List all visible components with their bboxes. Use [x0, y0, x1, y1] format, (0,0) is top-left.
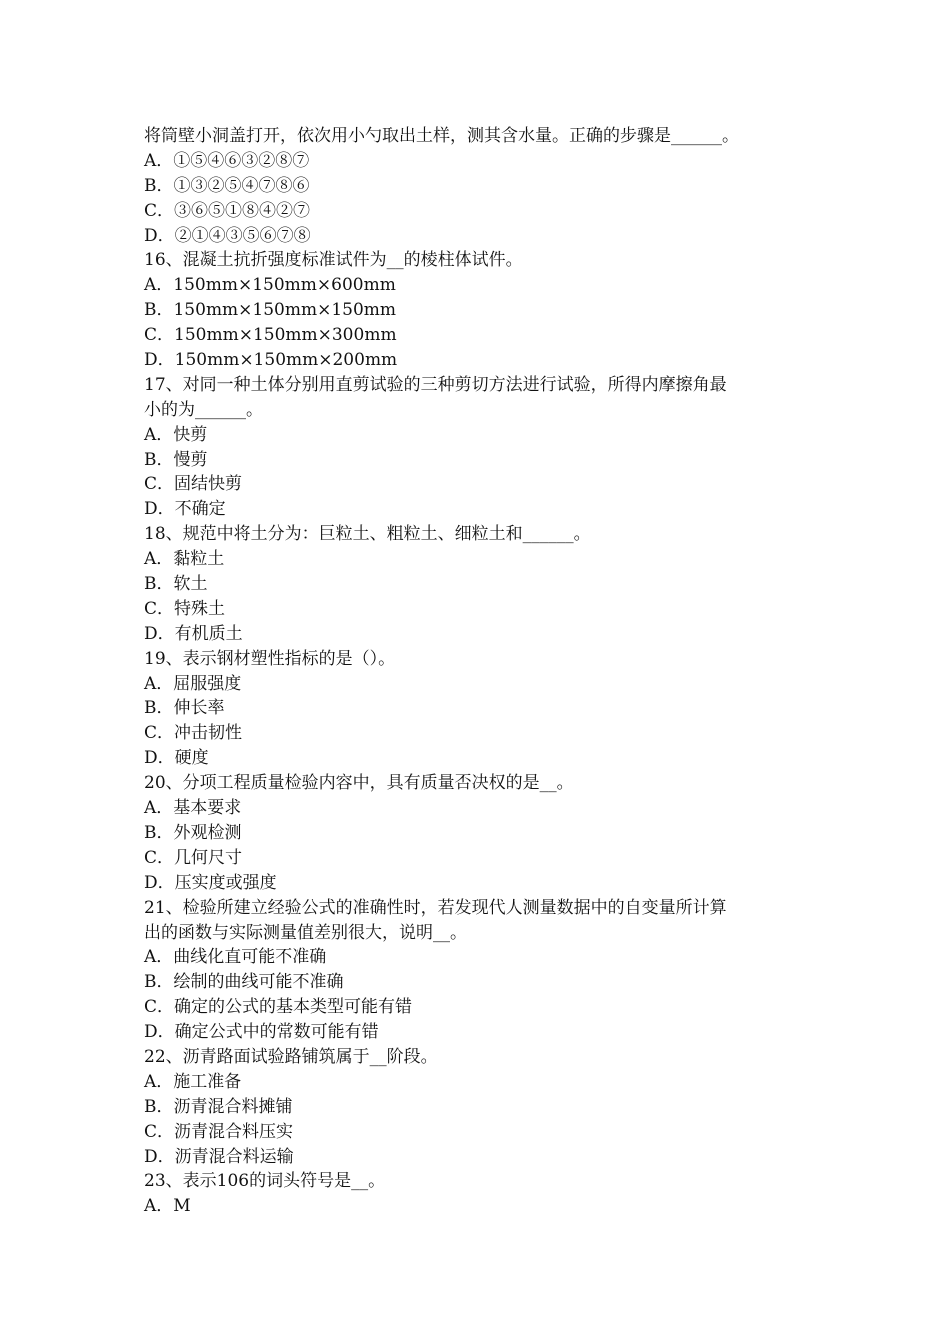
option-line: B．慢剪	[144, 449, 208, 470]
question-line: 22、沥青路面试验路铺筑属于__阶段。	[144, 1046, 438, 1067]
text-line: 将筒壁小洞盖打开，依次用小勺取出土样，测其含水量。正确的步骤是______。	[144, 126, 739, 146]
document-body	[144, 124, 814, 1219]
option-line: A．施工准备	[144, 1071, 242, 1092]
option-line: B．①③②⑤④⑦⑧⑥	[144, 175, 310, 196]
option-line: D．②①④③⑤⑥⑦⑧	[144, 225, 311, 246]
option-line: B．伸长率	[144, 698, 225, 719]
option-line: A．①⑤④⑥③②⑧⑦	[144, 150, 310, 171]
option-line: A．快剪	[144, 424, 208, 445]
option-line: B．绘制的曲线可能不准确	[144, 972, 344, 993]
option-line: D．有机质土	[144, 623, 243, 644]
option-line: D．硬度	[144, 748, 209, 769]
option-line: C．特殊土	[144, 598, 226, 619]
option-line: A．屈服强度	[144, 673, 242, 694]
option-line: C．固结快剪	[144, 474, 243, 495]
question-line: 16、混凝土抗折强度标准试件为__的棱柱体试件。	[144, 250, 523, 271]
question-line: 23、表示106的词头符号是__。	[144, 1171, 386, 1192]
option-line: B．沥青混合料摊铺	[144, 1096, 293, 1117]
option-line: C．③⑥⑤①⑧④②⑦	[144, 200, 311, 221]
question-line: 17、对同一种土体分别用直剪试验的三种剪切方法进行试验，所得内摩擦角最	[144, 374, 727, 395]
question-line: 18、规范中将土分为：巨粒土、粗粒土、细粒土和______。	[144, 524, 591, 545]
option-line: C．冲击韧性	[144, 723, 243, 744]
question-line: 19、表示钢材塑性指标的是（）。	[144, 648, 396, 669]
option-line: A．150mm×150mm×600mm	[144, 275, 396, 296]
question-line: 21、检验所建立经验公式的准确性时，若发现代人测量数据中的自变量所计算	[144, 897, 727, 918]
option-line: A．曲线化直可能不准确	[144, 947, 327, 968]
option-line: B．150mm×150mm×150mm	[144, 300, 397, 321]
option-line: A．基本要求	[144, 798, 242, 819]
option-line: D．压实度或强度	[144, 872, 277, 893]
question-line: 20、分项工程质量检验内容中，具有质量否决权的是__。	[144, 773, 574, 794]
question-line: 出的函数与实际测量值差别很大，说明__。	[144, 922, 467, 943]
option-line: C．150mm×150mm×300mm	[144, 325, 397, 346]
option-line: D．不确定	[144, 499, 226, 520]
question-line: 小的为______。	[144, 399, 263, 420]
option-line: D．确定公式中的常数可能有错	[144, 1022, 379, 1043]
option-line: B．软土	[144, 574, 208, 595]
option-line: D．沥青混合料运输	[144, 1146, 294, 1167]
option-line: A．M	[144, 1196, 191, 1217]
option-line: C．沥青混合料压实	[144, 1121, 294, 1142]
option-line: D．150mm×150mm×200mm	[144, 350, 398, 371]
option-line: C．几何尺寸	[144, 847, 243, 868]
option-line: C．确定的公式的基本类型可能有错	[144, 997, 413, 1018]
option-line: A．黏粒土	[144, 549, 225, 570]
option-line: B．外观检测	[144, 822, 242, 843]
